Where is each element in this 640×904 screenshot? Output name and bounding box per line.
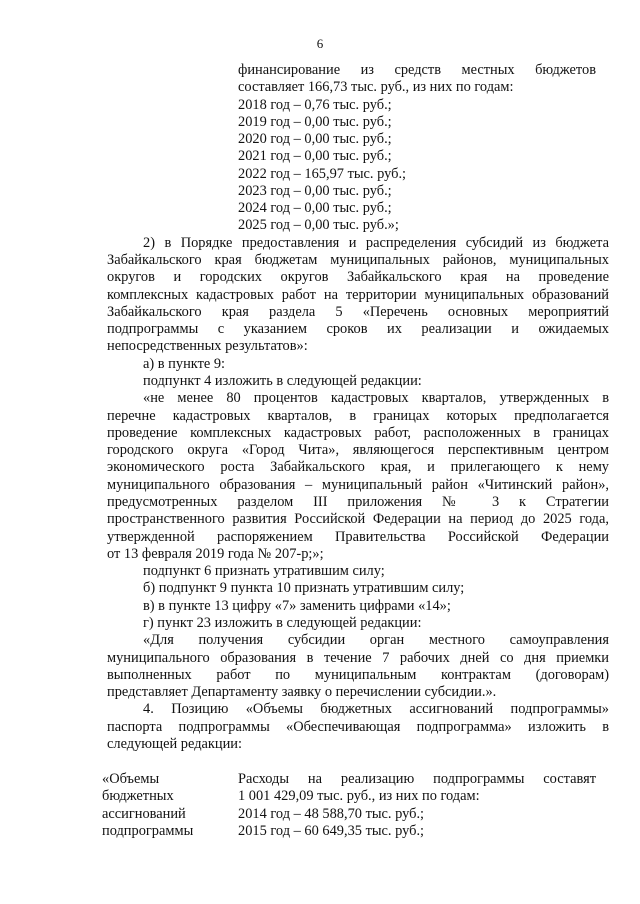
paragraph-line: «не менее 80 процентов кадастровых кварталов, утвержденных в [143,390,609,406]
funding-line: финансирование из средств местных бюджетов [238,62,596,78]
page-number: 6 [316,36,324,51]
paragraph-line: утвержденной распоряжением Правительства Российской Федерации [107,529,609,545]
paragraph-line: муниципального образования в течение 7 рабочих дней со дня приемки [107,650,609,666]
table-value-line: 1 001 429,09 тыс. руб., из них по годам: [238,788,480,804]
funding-line: составляет 166,73 тыс. руб., из них по годам: [238,79,514,95]
table-value-line: Расходы на реализацию подпрограммы составят [238,771,596,787]
paragraph-line: от 13 февраля 2019 года № 207-р;»; [107,546,324,562]
table-label-line: подпрограммы [102,823,194,839]
funding-line: 2021 год – 0,00 тыс. руб.; [238,148,392,164]
table-label-line: ассигнований [102,806,186,822]
paragraph-line: подпункт 6 признать утратившим силу; [143,563,385,579]
funding-line: 2018 год – 0,76 тыс. руб.; [238,97,392,113]
paragraph-line: представляет Департаменту заявку о перечислении субсидии.». [107,684,497,700]
paragraph-line: выполненных работ по муниципальным контрактам (договорам) [107,667,609,683]
table-value-line: 2015 год – 60 649,35 тыс. руб.; [238,823,425,839]
paragraph-line: в) в пункте 13 цифру «7» заменить цифрами «14»; [143,598,451,614]
funding-line: 2024 год – 0,00 тыс. руб.; [238,200,392,216]
paragraph-line: экономического роста Забайкальского края, и прилегающего к нему [107,459,609,475]
funding-line: 2019 год – 0,00 тыс. руб.; [238,114,392,130]
paragraph-line: пространственного развития Российской Федерации на период до 2025 года, [107,511,609,527]
paragraph-line: округов и городских округов Забайкальского края на проведение [107,269,609,285]
funding-line: 2023 год – 0,00 тыс. руб.; [238,183,392,199]
table-value-line: 2014 год – 48 588,70 тыс. руб.; [238,806,425,822]
paragraph-line: 4. Позицию «Объемы бюджетных ассигнований подпрограммы» [143,701,609,717]
paragraph-line: паспорта подпрограммы «Обеспечивающая подпрограмма» изложить в [107,719,609,735]
paragraph-line: проведение комплексных кадастровых работ, расположенных в границах [107,425,609,441]
paragraph-line: подпункт 4 изложить в следующей редакции: [143,373,422,389]
paragraph-line: перечне кадастровых кварталов, в границах которых предполагается [107,408,609,424]
paragraph-line: Забайкальского края бюджетам муниципальных районов, муниципальных [107,252,609,268]
paragraph-line: непосредственных результатов»: [107,338,308,354]
paragraph-line: б) подпункт 9 пункта 10 признать утратившим силу; [143,580,465,596]
paragraph-line: г) пункт 23 изложить в следующей редакции: [143,615,422,631]
paragraph-line: комплексных кадастровых работ на территории муниципальных образований [107,287,609,303]
paragraph-line: 2) в Порядке предоставления и распределения субсидий из бюджета [143,235,609,251]
funding-line: 2020 год – 0,00 тыс. руб.; [238,131,392,147]
funding-line: 2022 год – 165,97 тыс. руб.; [238,166,407,182]
paragraph-line: а) в пункте 9: [143,356,226,372]
paragraph-line: подпрограммы с указанием сроков их реализации и ожидаемых [107,321,609,337]
paragraph-line: городского округа «Город Чита», являющегося перспективным центром [107,442,609,458]
paragraph-line: Забайкальского края раздела 5 «Перечень основных мероприятий [107,304,609,320]
table-label-line: бюджетных [102,788,174,804]
paragraph-line: муниципального образования – муниципальный район «Читинский район», [107,477,609,493]
funding-line: 2025 год – 0,00 тыс. руб.»; [238,217,399,233]
paragraph-line: следующей редакции: [107,736,242,752]
table-label-line: «Объемы [102,771,160,787]
paragraph-line: «Для получения субсидии орган местного самоуправления [143,632,609,648]
paragraph-line: предусмотренных разделом III приложения № 3 к Стратегии [107,494,609,510]
